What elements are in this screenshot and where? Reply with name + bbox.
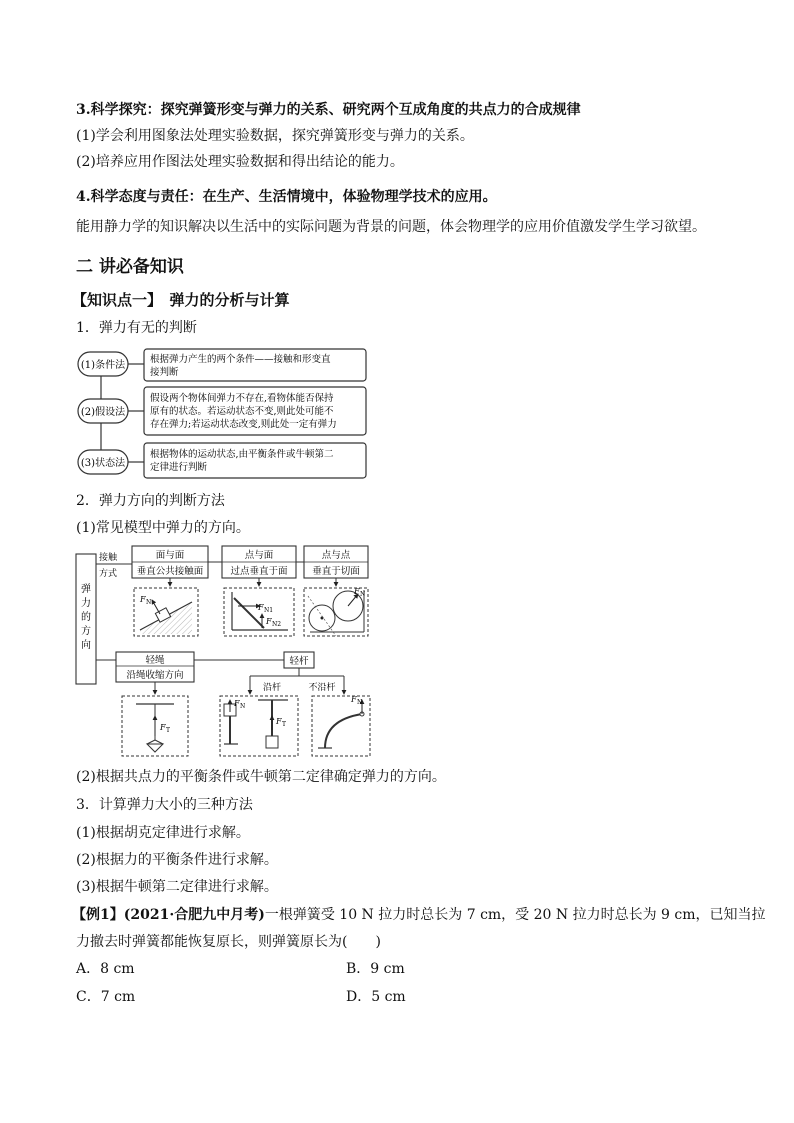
rope-rule: 沿绳收缩方向 [126,670,184,681]
root-char-4: 方 [81,626,91,637]
sec4-title: 4.科学态度与责任：在生产、生活情境中，体验物理学技术的应用。 [76,189,497,205]
method-3-desc2: 定律进行判断 [150,462,208,473]
root-char-5: 向 [81,640,91,651]
not-along-rod-label: 不沿杆 [308,683,336,693]
kp1-s3-3: (3)根据牛顿第二定律进行求解。 [76,879,278,895]
sec3-title: 3.科学探究：探究弹簧形变与弹力的关系、研究两个互成角度的共点力的合成规律 [76,102,581,118]
kp1-s2-2: (2)根据共点力的平衡条件或牛顿第二定律确定弹力的方向。 [76,769,446,785]
kp1-s3-1: (1)根据胡克定律进行求解。 [76,825,250,841]
ft-label-5: F [276,717,282,726]
sec3-item1: (1)学会利用图象法处理实验数据，探究弹簧形变与弹力的关系。 [76,128,474,144]
fn1-sub: N1 [264,607,274,614]
ft-label-1: F [160,723,166,732]
fn-sub-6: N [357,699,363,706]
example1-text2: 力撤去时弹簧都能恢复原长，则弹簧原长为( ) [76,934,381,950]
method-2-desc: 假设两个物体间弹力不存在,看物体能否保持 [150,393,334,404]
method-2-desc3: 存在弹力;若运动状态改变,则此处一定有弹力 [150,419,337,430]
rope-label: 轻绳 [145,655,165,666]
kp1-s3: 3．计算弹力大小的三种方法 [76,797,253,813]
fn-sub-1: N [146,599,152,606]
fn-sub-3: N [360,591,366,598]
cat-point-point: 点与点 [321,550,351,561]
method-1-desc: 根据弹力产生的两个条件——接触和形变直 [150,354,331,365]
fn2-label: F [266,617,272,626]
option-c[interactable]: C．7 cm [76,989,136,1005]
contact-label-1: 接触 [98,553,118,563]
fn1-label: F [258,603,264,612]
example1-text1: 一根弹簧受 10 N 拉力时总长为 7 cm，受 20 N 拉力时总长为 9 cm，已知当拉 [264,907,766,923]
kp1-s2: 2．弹力方向的判断方法 [76,493,225,509]
rod-label: 轻杆 [289,656,309,667]
kp1-title: 【知识点一】 弹力的分析与计算 [72,291,290,309]
method-3-label: (3)状态法 [80,458,126,469]
method-2-desc2: 原有的状态。若运动状态不变,则此处可能不 [150,406,334,417]
root-char-2: 力 [81,598,91,609]
ft-sub-5: T [282,721,287,728]
fn-label-3: F [354,587,360,596]
method-diagram [74,346,374,486]
option-d[interactable]: D．5 cm [346,989,406,1005]
example1-line1 [72,905,766,925]
cat-point-face-rule: 过点垂直于面 [230,566,288,577]
part2-title: 二 讲必备知识 [76,257,184,277]
root-char-1: 弹 [81,584,91,595]
root-char-3: 的 [81,612,91,623]
method-2-label: (2)假设法 [80,407,126,418]
sec3-item2: (2)培养应用作图法处理实验数据和得出结论的能力。 [76,154,404,170]
fn-label-6: F [351,695,357,704]
direction-diagram [74,544,374,760]
method-1-label: (1)条件法 [80,360,126,371]
kp1-s3-2: (2)根据力的平衡条件进行求解。 [76,852,278,868]
fn2-sub: N2 [272,621,282,628]
fn-sub-5: N [240,703,246,710]
cat-point-face: 点与面 [244,550,274,561]
kp1-s1: 1．弹力有无的判断 [76,320,197,336]
ft-sub-1: T [166,727,171,734]
option-b[interactable]: B．9 cm [346,961,405,977]
fn-label-5: F [234,699,240,708]
method-1-desc2: 接判断 [150,367,179,378]
sec4-body: 能用静力学的知识解决以生活中的实际问题为背景的问题，体会物理学的应用价值激发学生学习欲望。 [76,219,706,235]
option-a[interactable]: A．8 cm [76,961,135,977]
fn-label-1: F [140,595,146,604]
method-3-desc: 根据物体的运动状态,由平衡条件或牛顿第二 [150,449,334,460]
cat-point-point-rule: 垂直于切面 [312,566,360,577]
cat-face-face: 面与面 [155,550,185,561]
along-rod-label: 沿杆 [262,683,282,693]
cat-face-face-rule: 垂直公共接触面 [136,566,204,577]
contact-label-2: 方式 [98,569,118,579]
example1-tag: 【例1】 [72,907,124,923]
example1-source: (2021·合肥九中月考) [123,907,265,923]
kp1-s2-1: (1)常见模型中弹力的方向。 [76,520,250,536]
